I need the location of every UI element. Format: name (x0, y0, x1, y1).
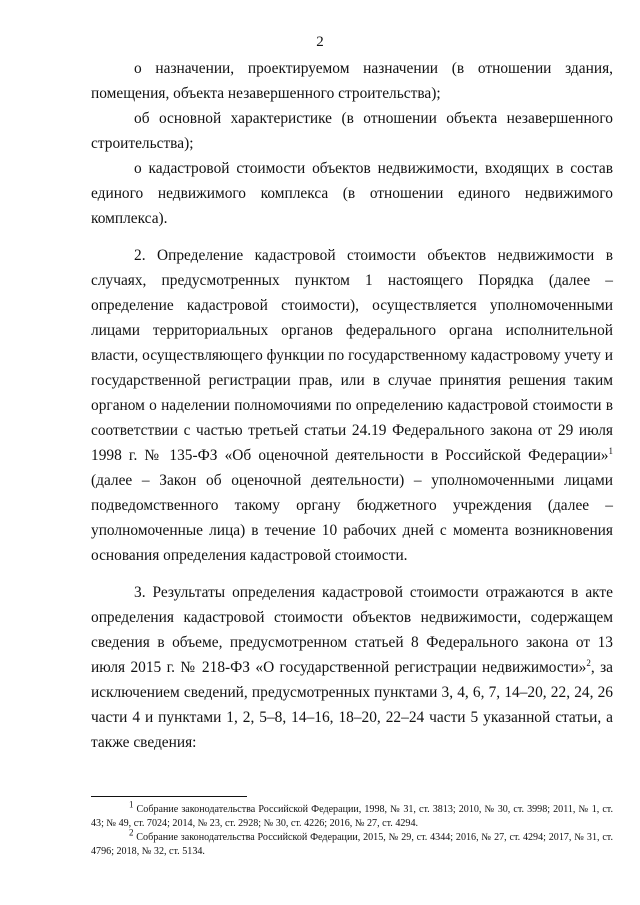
paragraph-3-text: 3. Результаты определения кадастровой стоимости отражаются в акте определения кадастровой стоимости объектов недвижимости, содержащем сведения в объеме, предусмотренном статьей 8 Федерального закона от 13 июля 2015 г. № 218-ФЗ «О государственной регистрации недвижимости» (91, 584, 613, 676)
footnote-separator (91, 796, 247, 797)
footnote-2-text: Собрание законодательства Российской Федерации, 2015, № 29, ст. 4344; 2016, № 27, ст. 4294; 2017, № 31, ст. 4796; 2018, № 32, ст. 5134. (91, 832, 613, 857)
footnote-1 (91, 799, 613, 831)
body-text (91, 56, 613, 755)
footnote-2 (91, 827, 613, 859)
list-item-purpose: о назначении, проектируемом назначении (в отношении здания, помещения, объекта незавершенного строительства); (91, 60, 613, 102)
paragraph-2 (91, 243, 613, 568)
paragraph-3-text-cont: , за исключением сведений, предусмотренных пунктами 3, 4, 6, 7, 14–20, 22, 24, 26 части 4 и пунктами 1, 2, 5–8, 14–16, 18–20, 22–24 части 5 указанной статьи, а также сведения: (91, 659, 613, 751)
footnote-mark-2: 2 (129, 827, 134, 838)
paragraph-2-text-cont: (далее – Закон об оценочной деятельности) – уполномоченными лицами подведомственного такому органу бюджетного учреждения (далее – уполномоченные лица) в течение 10 рабочих дней с момента возникновения основания определения кадастровой стоимости. (91, 472, 613, 564)
paragraph-3 (91, 580, 613, 755)
footnotes (91, 799, 613, 859)
footnote-mark-1: 1 (129, 799, 134, 810)
footnote-ref-2: 2 (586, 657, 591, 668)
footnote-ref-1: 1 (608, 445, 613, 456)
list-item-main-characteristic: об основной характеристике (в отношении объекта незавершенного строительства); (91, 110, 613, 152)
paragraph-2-text: 2. Определение кадастровой стоимости объектов недвижимости в случаях, предусмотренных пунктом 1 настоящего Порядка (далее – определение кадастровой стоимости), осуществляется уполномоченными лицами территориальных органов федерального органа исполнительной власти, осуществляющего функции по государственному кадастровому учету и государственной регистрации прав, или в случае принятия решения таким органом о наделении полномочиями по определению кадастровой стоимости в соответствии с частью третьей статьи 24.19 Федерального закона от 29 июля 1998 г. № 135-ФЗ «Об оценочной деятельности в Российской Федерации» (91, 247, 613, 464)
list-item-cadastral-value: о кадастровой стоимости объектов недвижимости, входящих в состав единого недвижимого комплекса (в отношении единого недвижимого комплекса). (91, 160, 613, 227)
page-number: 2 (316, 34, 324, 50)
footnote-1-text: Собрание законодательства Российской Федерации, 1998, № 31, ст. 3813; 2010, № 30, ст. 3998; 2011, № 1, ст. 43; № 49, ст. 7024; 2014, № 23, ст. 2928; № 30, ст. 4226; 2016, № 27, ст. 4294. (91, 804, 613, 829)
